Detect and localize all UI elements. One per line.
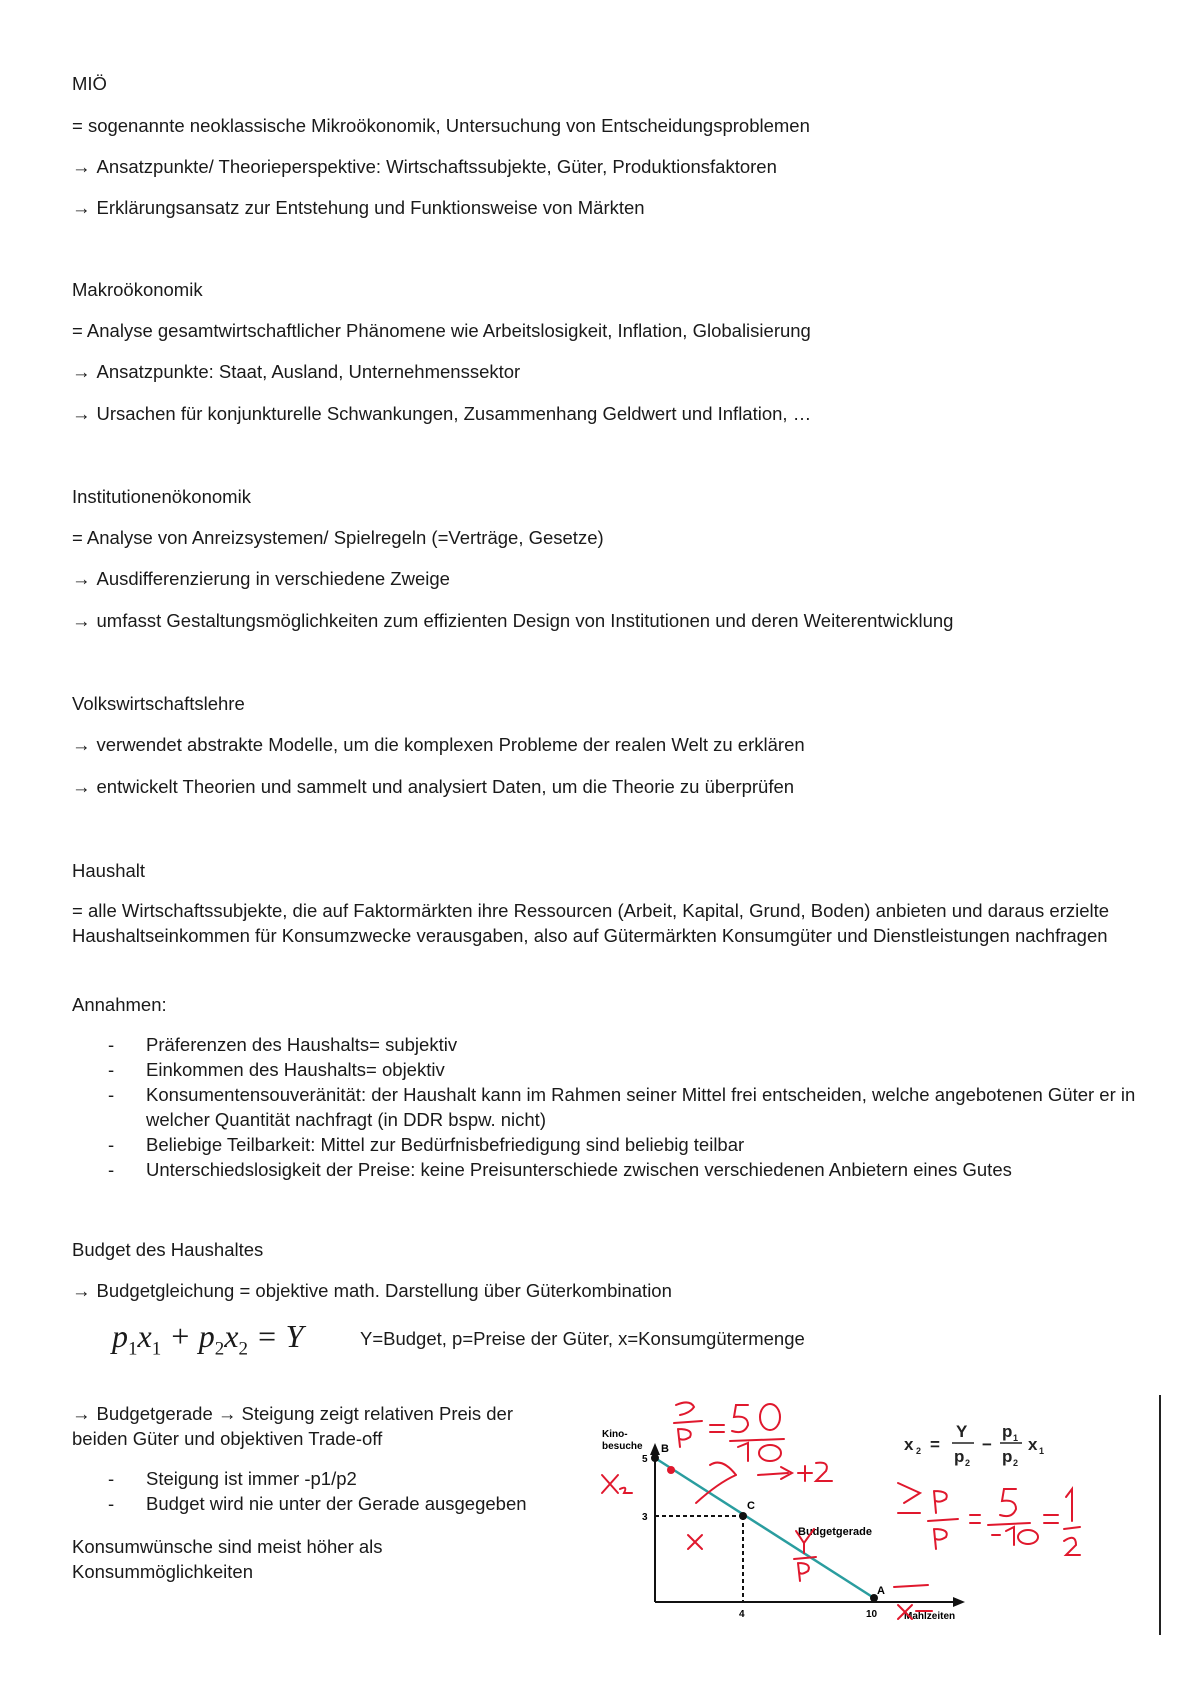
y-axis-arrow <box>650 1443 660 1455</box>
point-label: B <box>661 1443 669 1455</box>
heading-mioe: MIÖ <box>72 73 107 94</box>
x-tick-label: 10 <box>866 1609 878 1620</box>
formula-x1-sub: 1 <box>1039 1446 1045 1456</box>
budgetgerade-line-1: → Budgetgerade → Steigung zeigt relativen Preis der <box>72 1403 513 1425</box>
assumption-item: - Beliebige Teilbarkeit: Mittel zur Bedürfnisbefriedigung sind beliebig teilbar <box>108 1134 745 1155</box>
definition-haushalt: = alle Wirtschaftssubjekte, die auf Faktormärkten ihre Ressourcen (Arbeit, Kapital, Grund, Boden) anbieten und daraus erzielte Haushaltseinkommen für Konsumzwecke verausgaben, also auf Gütermärkten Konsumgüter und Dienstleistungen nachfragen <box>72 900 1110 946</box>
heading-institution: Institutionenökonomik <box>72 486 251 507</box>
point-label: C <box>747 1500 755 1512</box>
point-makro-2: → Ursachen für konjunkturelle Schwankungen, Zusammenhang Geldwert und Inflation, … <box>72 403 811 425</box>
formula-note: Y=Budget, p=Preise der Güter, x=Konsumgütermenge <box>360 1328 805 1349</box>
formula-lhs: x <box>904 1435 914 1454</box>
heading-haushalt: Haushalt <box>72 860 146 881</box>
assumptions-label: Annahmen: <box>72 994 167 1015</box>
y-tick-label: 3 <box>642 1512 648 1523</box>
budget-bullet: - Budget wird nie unter der Gerade ausgegeben <box>108 1493 527 1514</box>
closing-line-1: Konsumwünsche sind meist höher als <box>72 1536 383 1557</box>
heading-budget: Budget des Haushaltes <box>72 1239 264 1260</box>
closing-line-2: Konsummöglichkeiten <box>72 1561 253 1582</box>
assumption-text: Konsumentensouveränität: der Haushalt kann im Rahmen seiner Mittel frei entscheiden, welche angebotenen Güter er in welcher Quantität nachfragt (in DDR bspw. nicht) <box>146 1084 1136 1130</box>
y-axis-label: besuche <box>602 1441 643 1452</box>
svg-text:=: = <box>930 1435 940 1454</box>
point-institution-2: → umfasst Gestaltungsmöglichkeiten zum effizienten Design von Institutionen und deren Weiterentwicklung <box>72 610 953 632</box>
formula-p2b: p <box>1002 1447 1013 1466</box>
formula-p1: p <box>1002 1422 1013 1441</box>
formula-p2b-sub: 2 <box>1013 1458 1019 1468</box>
budget-bullet-text: Budget wird nie unter der Gerade ausgegeben <box>146 1493 527 1514</box>
x-axis-label: Mahlzeiten <box>904 1611 956 1622</box>
red-point <box>667 1466 675 1474</box>
budget-formula: $p_1x_1 + p_2x_2 = Y$ <box>112 1318 304 1360</box>
definition-makro: = Analyse gesamtwirtschaftlicher Phänomene wie Arbeitslosigkeit, Inflation, Globalisierung <box>72 320 811 341</box>
point-budget: → Budgetgleichung = objektive math. Darstellung über Güterkombination <box>72 1280 672 1302</box>
y-axis-label: Kino- <box>602 1429 628 1440</box>
point-c <box>739 1512 747 1520</box>
assumption-text: Beliebige Teilbarkeit: Mittel zur Bedürfnisbefriedigung sind beliebig teilbar <box>146 1134 745 1155</box>
formula-p2: p <box>954 1447 965 1466</box>
x-axis-arrow <box>953 1597 965 1607</box>
budgetgerade-line-2: beiden Güter und objektiven Trade-off <box>72 1428 383 1449</box>
formula-y: Y <box>956 1422 968 1441</box>
formula-x1: x <box>1028 1435 1038 1454</box>
heading-vwl: Volkswirtschaftslehre <box>72 693 245 714</box>
point-label: A <box>877 1585 885 1597</box>
assumption-text: Einkommen des Haushalts= objektiv <box>146 1059 445 1080</box>
budget-bullet: - Steigung ist immer -p1/p2 <box>108 1468 357 1489</box>
budget-line-label: Budgetgerade <box>798 1526 872 1538</box>
heading-makro: Makroökonomik <box>72 279 203 300</box>
point-vwl-2: → entwickelt Theorien und sammelt und analysiert Daten, um die Theorie zu überprüfen <box>72 776 794 798</box>
point-mioe-2: → Erklärungsansatz zur Entstehung und Funktionsweise von Märkten <box>72 197 645 219</box>
assumption-item: - Präferenzen des Haushalts= subjektiv <box>108 1034 458 1055</box>
assumption-text: Präferenzen des Haushalts= subjektiv <box>146 1034 458 1055</box>
formula-p2-sub: 2 <box>965 1458 971 1468</box>
y-tick-label: 5 <box>642 1454 648 1465</box>
point-mioe-1: → Ansatzpunkte/ Theorieperspektive: Wirtschaftssubjekte, Güter, Produktionsfaktoren <box>72 156 777 178</box>
budget-bullet-text: Steigung ist immer -p1/p2 <box>146 1468 357 1489</box>
right-margin-line <box>1159 1395 1161 1635</box>
point-vwl-1: → verwendet abstrakte Modelle, um die komplexen Probleme der realen Welt zu erklären <box>72 734 805 756</box>
formula-lhs-sub: 2 <box>916 1446 922 1456</box>
printed-slope-formula <box>904 1422 1044 1468</box>
assumption-item: - Konsumentensouveränität: der Haushalt kann im Rahmen seiner Mittel frei entscheiden, welche angebotenen Güter er in welcher Quantität nachfragt (in DDR bspw. nicht) <box>108 1082 1156 1132</box>
definition-mioe: = sogenannte neoklassische Mikroökonomik, Untersuchung von Entscheidungsproblemen <box>72 115 810 136</box>
budget-graph <box>598 1395 1160 1635</box>
assumption-item: - Einkommen des Haushalts= objektiv <box>108 1059 445 1080</box>
svg-text:−: − <box>982 1435 992 1454</box>
point-institution-1: → Ausdifferenzierung in verschiedene Zweige <box>72 568 450 590</box>
assumption-item: - Unterschiedslosigkeit der Preise: keine Preisunterschiede zwischen verschiedenen Anbietern eines Gutes <box>108 1159 1012 1180</box>
definition-institution: = Analyse von Anreizsystemen/ Spielregeln (=Verträge, Gesetze) <box>72 527 604 548</box>
formula-p1-sub: 1 <box>1013 1433 1019 1443</box>
assumption-text: Unterschiedslosigkeit der Preise: keine Preisunterschiede zwischen verschiedenen Anbietern eines Gutes <box>146 1159 1012 1180</box>
point-b <box>651 1454 659 1462</box>
x-tick-label: 4 <box>739 1609 745 1620</box>
point-makro-1: → Ansatzpunkte: Staat, Ausland, Unternehmenssektor <box>72 361 520 383</box>
